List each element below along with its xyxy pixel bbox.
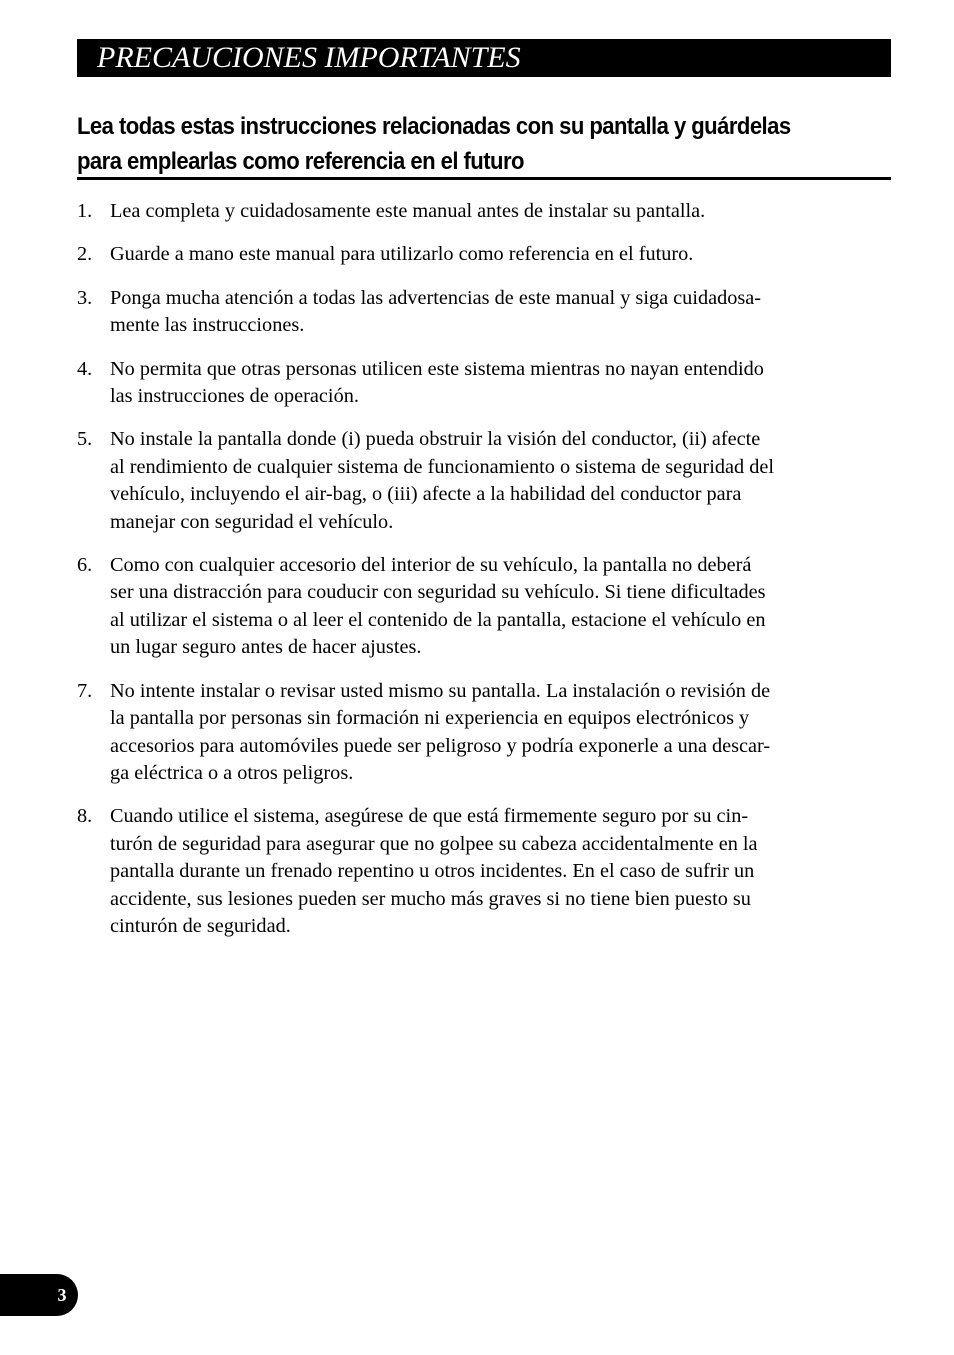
list-item-text: No permita que otras personas utilicen este sistema mientras no nayan entendido <box>110 357 764 380</box>
list-item <box>77 803 867 940</box>
list-item-number: 7. <box>77 679 93 702</box>
subheading <box>77 109 826 179</box>
list-item-number: 1. <box>77 200 93 222</box>
precautions-list <box>77 198 867 956</box>
list-item-text: turón de seguridad para asegurar que no golpee su cabeza accidentalmente en la <box>110 832 758 855</box>
list-item-text: ga eléctrica o a otros peligros. <box>110 761 354 784</box>
list-item <box>77 241 867 268</box>
list-item-number: 3. <box>77 286 93 309</box>
list-item-text: Cuando utilice el sistema, asegúrese de que está firmemente seguro por su cin- <box>110 805 749 828</box>
list-item-number: 8. <box>77 805 93 828</box>
list-item <box>77 678 867 788</box>
list-item-text: Lea completa y cuidadosamente este manual antes de instalar su pantalla. <box>110 200 706 222</box>
list-item-text: la pantalla por personas sin formación ni experiencia en equipos electrónicos y <box>110 707 750 730</box>
list-item-text: No intente instalar o revisar usted mismo su pantalla. La instalación o revisión de <box>110 679 771 702</box>
list-item-number: 6. <box>77 554 93 577</box>
list-item <box>77 285 867 340</box>
list-item-text: manejar con seguridad el vehículo. <box>110 510 394 533</box>
list-item-text: un lugar seguro antes de hacer ajustes. <box>110 636 422 659</box>
section-title-bar <box>77 39 891 77</box>
list-item-text: Como con cualquier accesorio del interior de su vehículo, la pantalla no deberá <box>110 554 752 577</box>
list-item <box>77 426 867 536</box>
page-number-tab <box>0 1274 78 1316</box>
subheading-line: para emplearlas como referencia en el futuro <box>77 148 524 175</box>
list-item <box>77 198 867 225</box>
list-item-number: 4. <box>77 357 93 380</box>
list-item-text: Ponga mucha atención a todas las advertencias de este manual y siga cuidadosa- <box>110 286 762 309</box>
list-item-text: accesorios para automóviles puede ser peligroso y podría exponerle a una descar- <box>110 734 771 757</box>
list-item-text: mente las instrucciones. <box>110 314 305 337</box>
list-item-text: accidente, sus lesiones pueden ser mucho más graves si no tiene bien puesto su <box>110 887 751 910</box>
list-item-number: 5. <box>77 428 93 451</box>
subheading-line: Lea todas estas instrucciones relacionadas con su pantalla y guárdelas <box>77 113 791 140</box>
list-item-text: vehículo, incluyendo el air-bag, o (iii) afecte a la habilidad del conductor para <box>110 483 742 506</box>
list-item-text: al utilizar el sistema o al leer el contenido de la pantalla, estacione el vehículo en <box>110 608 766 631</box>
list-item-text: pantalla durante un frenado repentino u otros incidentes. En el caso de sufrir un <box>110 860 755 883</box>
subheading-divider <box>77 177 891 180</box>
list-item-text: ser una distracción para couducir con seguridad su vehículo. Si tiene dificultades <box>110 581 766 604</box>
list-item-text: las instrucciones de operación. <box>110 385 359 408</box>
list-item-text: al rendimiento de cualquier sistema de funcionamiento o sistema de seguridad del <box>110 455 775 478</box>
list-item-number: 2. <box>77 243 93 266</box>
list-item-text: Guarde a mano este manual para utilizarlo como referencia en el futuro. <box>110 243 694 266</box>
list-item <box>77 552 867 662</box>
page-title: PRECAUCIONES IMPORTANTES <box>97 41 521 74</box>
list-item-text: No instale la pantalla donde (i) pueda obstruir la visión del conductor, (ii) afecte <box>110 428 761 451</box>
list-item <box>77 356 867 411</box>
list-item-text: cinturón de seguridad. <box>110 914 291 937</box>
page-number: 3 <box>57 1285 67 1305</box>
